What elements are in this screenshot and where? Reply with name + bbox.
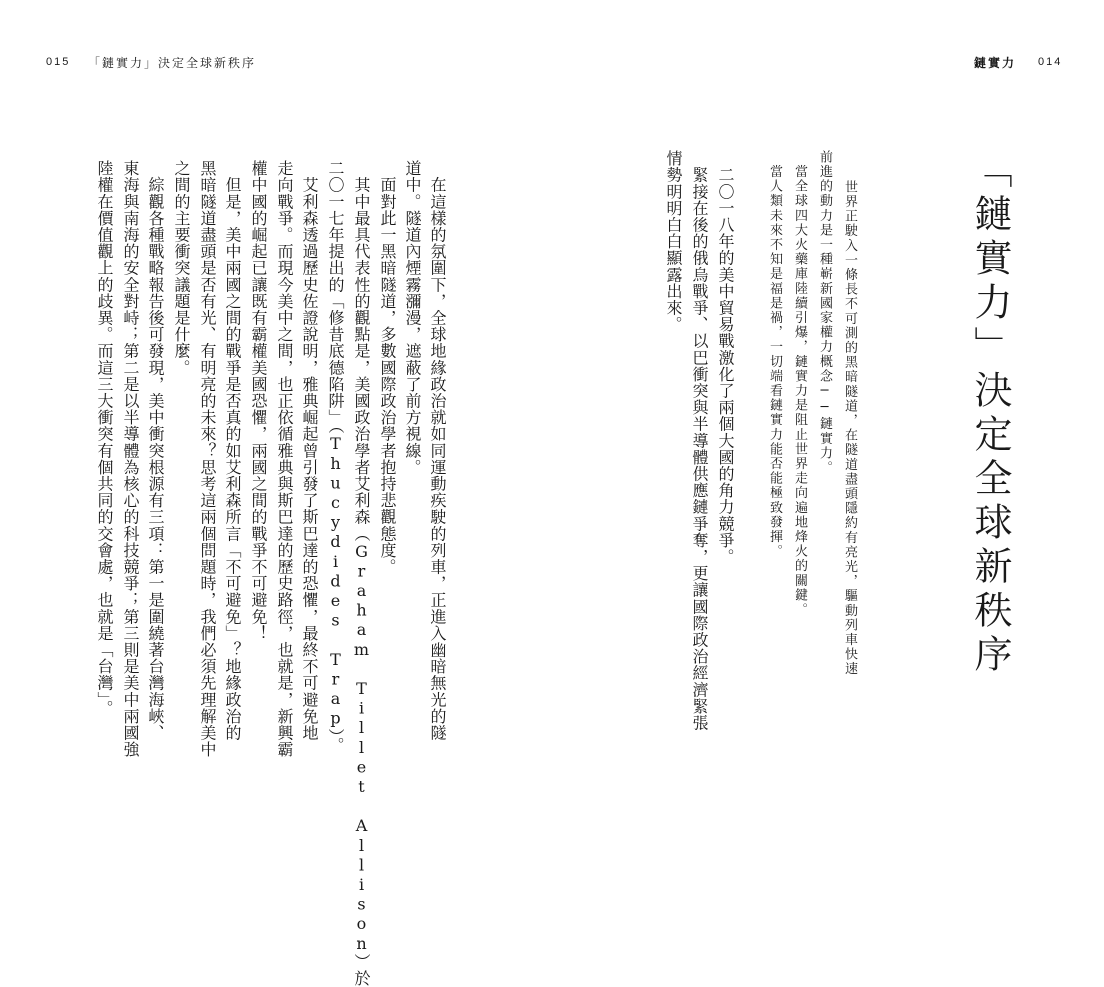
left-running-title: 「鏈實力」決定全球新秩序 [88,56,257,70]
body-line: 權中國的崛起已讓既有霸權美國恐懼，兩國之間的戰爭不可避免！ [249,160,268,642]
body-line: 之間的主要衝突議題是什麼。 [172,160,191,376]
body-line: 二〇一八年的美中貿易戰激化了兩個大國的角力競爭。 [716,150,735,565]
body-line: 東海與南海的安全對峙；第二是以半導體為核心的科技競爭；第三則是美中兩國強 [121,160,140,758]
body-line: 在這樣的氛圍下，全球地緣政治就如同運動疾駛的列車，正進入幽暗無光的隧 [428,160,447,741]
right-running-title: 鏈實力 [974,56,1017,70]
epigraph-line: 前進的動力是一種嶄新國家權力概念──鏈實力。 [817,150,832,476]
chapter-title: 「鏈實力」決定全球新秩序 [968,150,1012,678]
body-line: 緊接在後的俄烏戰爭、以巴衝突與半導體供應鏈爭奪，更讓國際政治經濟緊張 [690,150,709,731]
body-line: 情勢明明白白顯露出來。 [664,150,683,333]
body-line: 但是，美中兩國之間的戰爭是否真的如艾利森所言「不可避免」？地緣政治的 [223,160,242,741]
body-line: 綜觀各種戰略報告後可發現，美中衝突根源有三項：第一是圍繞著台灣海峽、 [146,160,165,741]
body-line: 艾利森透過歷史佐證說明，雅典崛起曾引發了斯巴達的恐懼，最終不可避免地 [300,160,319,741]
body-line: 走向戰爭。而現今美中之間，也正依循雅典與斯巴達的歷史路徑，也就是，新興霸 [275,160,294,758]
body-line: 黑暗隧道盡頭是否有光、有明亮的未來？思考這兩個問題時，我們必須先理解美中 [198,160,217,758]
body-line: 其中最具代表性的觀點是，美國政治學者艾利森（Graham Tillet Allison）於 [352,160,371,987]
body-line: 道中。隧道內煙霧瀰漫，遮蔽了前方視線。 [403,160,422,476]
right-page-number: 014 [1038,56,1063,68]
body-line: 陸權在價值觀上的歧異。而這三大衝突有個共同的交會處，也就是「台灣」。 [95,160,114,717]
left-page-number: 015 [46,56,71,68]
epigraph-line: 世界正駛入一條長不可測的黑暗隧道，在隧道盡頭隱約有亮光，驅動列車快速 [842,180,857,677]
epigraph-line: 當人類未來不知是福是禍，一切端看鏈實力能否能極致發揮。 [767,150,782,559]
epigraph-line: 當全球四大火藥庫陸續引爆，鏈實力是阻止世界走向遍地烽火的關鍵。 [792,150,807,618]
body-line: 二〇一七年提出的「修昔底德陷阱」（Thucydides Trap）。 [326,160,345,754]
body-line: 面對此一黑暗隧道，多數國際政治學者抱持悲觀態度。 [378,160,397,575]
